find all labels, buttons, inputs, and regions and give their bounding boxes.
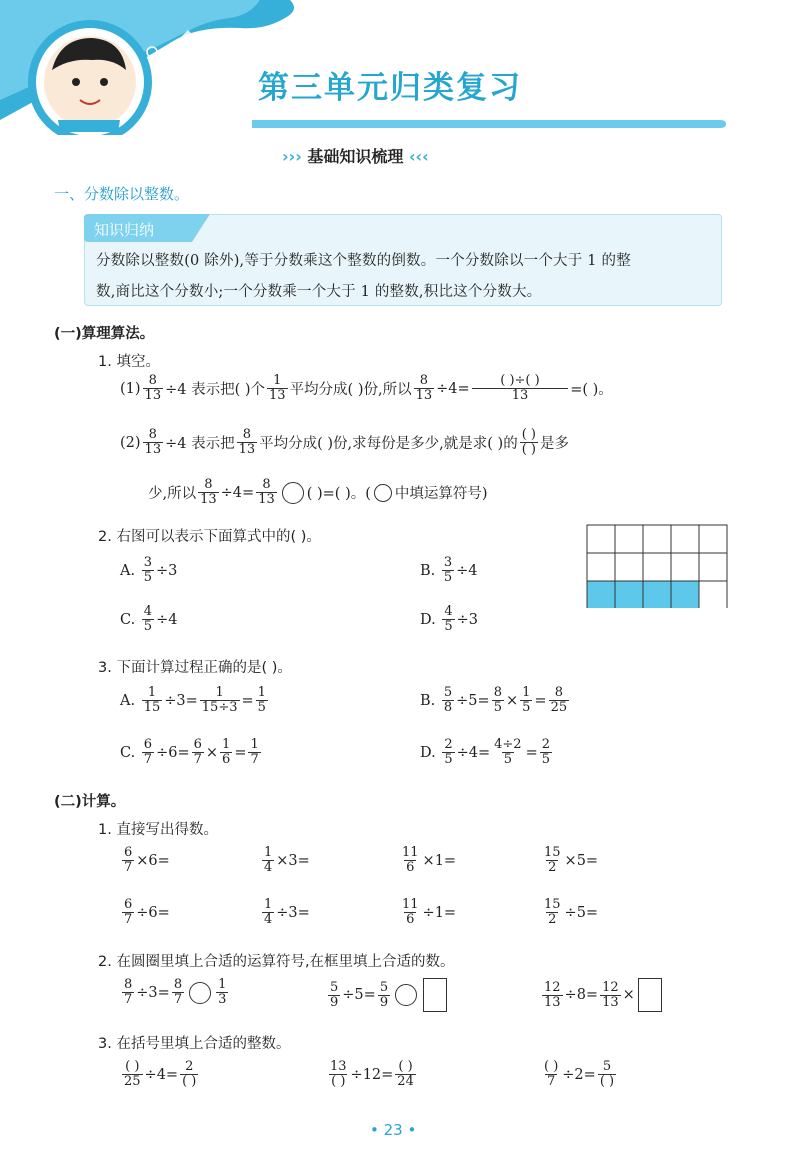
num: 2: [541, 737, 551, 752]
fraction: [442, 738, 454, 767]
fraction: [442, 556, 454, 585]
num: 11: [402, 897, 419, 912]
calc-item: [260, 846, 310, 875]
text: A.: [120, 692, 136, 709]
text: ÷4 表示把: [165, 436, 235, 452]
num: 1: [222, 737, 231, 752]
num: 6: [124, 845, 133, 860]
text: (1): [120, 380, 141, 397]
sec1-q3-option-c[interactable]: C. $\frac{6}{7}$ ÷6= $\frac{6}{7}$ × $\frac{1}{6}$ = $\frac{1}{7}$: [120, 737, 259, 767]
fraction: [180, 1060, 198, 1089]
sec1-q3-option-b[interactable]: B. $\frac{5}{8}$ ÷5= $\frac{8}{5}$ × $\frac{1}{5}$ = $\frac{8}{25}$: [420, 685, 568, 715]
text: ÷4: [156, 611, 178, 628]
den: 7: [124, 992, 133, 1007]
text: 是多: [539, 436, 569, 452]
den: 5: [257, 700, 266, 715]
text: ÷5=: [564, 904, 599, 921]
den: 13: [544, 994, 561, 1010]
grid-cell: [671, 525, 699, 553]
den: 2: [548, 912, 557, 927]
text: ÷4=: [436, 380, 470, 397]
num: 8: [148, 373, 157, 388]
sec2-heading: (二)计算。: [54, 794, 126, 810]
banner-label: 基础知识梳理: [307, 147, 404, 166]
fraction: [122, 978, 134, 1007]
grid-cell: [587, 581, 615, 608]
fraction: [395, 1060, 416, 1089]
den: 5: [541, 752, 551, 767]
den: 4: [264, 912, 273, 927]
knowledge-text: [96, 246, 712, 308]
grid-cell: [587, 553, 615, 581]
num: 6: [193, 737, 202, 752]
text: ÷3: [456, 611, 478, 628]
text: B.: [420, 692, 436, 709]
grid-cell: [615, 581, 643, 608]
fraction: [262, 846, 274, 875]
sec1-q1-line3: [148, 478, 488, 507]
num: 5: [602, 1059, 612, 1074]
den: 9: [330, 994, 339, 1010]
knowledge-line1: 分数除以整数(0 除外),等于分数乘这个整数的倒数。一个分数除以一个大于 1 的整: [96, 253, 631, 269]
den: 7: [124, 912, 133, 927]
den: 5: [443, 570, 453, 585]
den: 7: [143, 752, 153, 767]
fraction: [200, 686, 240, 715]
den: 15: [143, 700, 161, 715]
blank-item: [120, 1060, 200, 1089]
text: ÷12=: [350, 1066, 394, 1083]
sec1-q1-line1: [120, 374, 613, 403]
num: 1: [522, 685, 531, 700]
fraction: [542, 1060, 560, 1089]
fraction: [542, 846, 563, 875]
num: 1: [264, 845, 273, 860]
num: 1: [147, 685, 157, 700]
text: ÷5=: [342, 987, 376, 1003]
num[interactable]: ( ): [125, 1059, 140, 1074]
den: 24: [397, 1074, 414, 1089]
num: 6: [143, 737, 153, 752]
grid-cell: [699, 553, 727, 581]
fraction: [492, 738, 523, 767]
sec2-q3-stem: 3. 在括号里填上合适的整数。: [98, 1036, 291, 1052]
grid-cells: [587, 525, 727, 608]
num: 4: [143, 604, 153, 619]
part1-heading: 一、分数除以整数。: [54, 185, 190, 203]
den: 4: [264, 860, 273, 875]
den: 5: [444, 752, 453, 767]
text: ÷6=: [136, 904, 170, 921]
fraction: [328, 981, 340, 1010]
text: 中填运算符号): [394, 486, 488, 502]
sec1-q3-stem: 3. 下面计算过程正确的是( )。: [98, 660, 292, 676]
text: ÷8=: [564, 987, 599, 1003]
num: 8: [554, 685, 563, 700]
den: 13: [238, 442, 256, 457]
fraction: [143, 374, 164, 403]
fraction: [248, 738, 260, 767]
fraction: [256, 686, 268, 715]
den: 9: [379, 994, 389, 1010]
den: 25: [550, 700, 568, 715]
num: 15: [544, 897, 561, 912]
text: ÷1=: [422, 904, 457, 921]
fraction-grid-diagram: [586, 524, 728, 608]
den: 8: [443, 700, 453, 715]
fraction: [267, 374, 288, 403]
fraction: [192, 738, 204, 767]
den: 25: [124, 1074, 141, 1089]
fraction: [472, 374, 569, 403]
fraction: [216, 978, 228, 1007]
fraction: [542, 898, 563, 927]
sec1-q2-option-d[interactable]: [420, 605, 478, 634]
num[interactable]: ( ): [544, 1059, 559, 1074]
fraction: [540, 738, 552, 767]
sec2-q2-stem: 2. 在圆圈里填上合适的运算符号,在框里填上合适的数。: [98, 954, 455, 970]
den: 5: [503, 752, 512, 767]
fraction: [198, 478, 219, 507]
num: 2: [444, 737, 453, 752]
fraction: [378, 981, 390, 1010]
num: 4: [444, 604, 453, 619]
fill-item: [120, 978, 230, 1007]
calc-item: [540, 898, 598, 927]
den: 3: [218, 992, 227, 1007]
text: ÷4=: [220, 484, 255, 501]
sec1-q1-line2: [120, 428, 569, 457]
num: 2: [185, 1059, 194, 1074]
answer-box[interactable]: [638, 978, 662, 1012]
grid-cell: [671, 553, 699, 581]
text: =( )。: [570, 382, 613, 398]
num: 8: [493, 685, 502, 700]
calc-item: [120, 898, 170, 927]
fraction: [414, 374, 435, 403]
num: 1: [273, 373, 282, 388]
text: C.: [120, 611, 136, 628]
operator-circle[interactable]: [282, 482, 304, 504]
num[interactable]: ( ): [521, 427, 536, 442]
fraction: [256, 478, 277, 507]
fraction[interactable]: [520, 428, 538, 457]
operator-circle[interactable]: [395, 984, 417, 1006]
den: 13: [602, 994, 619, 1010]
num: 1: [264, 897, 273, 912]
den[interactable]: ( ): [331, 1074, 346, 1089]
fraction: [142, 605, 154, 634]
den: 13: [472, 388, 569, 403]
fraction: [442, 605, 454, 634]
sec1-q2-option-a[interactable]: [120, 556, 177, 585]
num[interactable]: ( )÷( ): [500, 373, 540, 388]
num: 5: [330, 979, 339, 995]
calc-item: [398, 846, 456, 875]
num: 8: [242, 427, 251, 442]
fill-item: [540, 978, 665, 1012]
fraction: [142, 686, 163, 715]
text: ×: [622, 987, 635, 1003]
text: C.: [120, 744, 136, 761]
num: 13: [330, 1059, 347, 1074]
arrows-left: ›››: [282, 147, 308, 166]
num: 8: [148, 427, 157, 442]
num: 1: [218, 977, 227, 992]
grid-cell: [699, 581, 727, 608]
fraction: [122, 1060, 143, 1089]
grid-cell: [699, 525, 727, 553]
section-banner: [282, 144, 429, 167]
text: (2): [120, 434, 141, 451]
grid-cell: [615, 525, 643, 553]
sec1-q2-option-b[interactable]: [420, 556, 478, 585]
page-number: • 23 •: [370, 1121, 417, 1139]
den: 7: [547, 1074, 556, 1089]
fraction: [598, 1060, 616, 1089]
fraction: [400, 846, 421, 875]
grid-cell: [587, 525, 615, 553]
num: 12: [602, 979, 619, 995]
fraction: [237, 428, 258, 457]
text: ÷3=: [136, 984, 170, 1001]
num: 1: [215, 685, 224, 700]
fraction: [122, 898, 134, 927]
den: 5: [143, 570, 152, 585]
grid-cell: [643, 581, 671, 608]
fraction: [220, 738, 232, 767]
fraction: [172, 978, 184, 1007]
text: 平均分成( )份,求每份是多少,就是求( )的: [259, 436, 518, 452]
num: 5: [379, 979, 389, 995]
num: 5: [443, 685, 453, 700]
den: 5: [493, 700, 502, 715]
den: 13: [144, 388, 162, 403]
fraction: [328, 1060, 349, 1089]
den: 13: [258, 492, 275, 507]
den[interactable]: ( ): [599, 1074, 615, 1089]
grid-cell: [643, 553, 671, 581]
fraction: [542, 981, 563, 1010]
den: 7: [124, 860, 133, 875]
fraction: [520, 686, 532, 715]
knowledge-line2: 数,商比这个分数小;一个分数乘一个大于 1 的整数,积比这个分数大。: [96, 284, 542, 300]
grid-cell: [615, 553, 643, 581]
num: 6: [124, 897, 133, 912]
fraction: [600, 981, 621, 1010]
sec1-q3-option-a[interactable]: A. $\frac{1}{15}$ ÷3= $\frac{1}{15\div 3}$ = $\frac{1}{5}$: [120, 685, 266, 715]
den: 6: [406, 860, 415, 875]
num: 4÷2: [494, 737, 522, 752]
text: ÷2=: [562, 1066, 596, 1083]
den: 15÷3: [201, 700, 238, 715]
text: ×1=: [422, 852, 457, 869]
text: D.: [420, 611, 436, 628]
den[interactable]: ( ): [182, 1074, 197, 1089]
den: 13: [200, 492, 217, 507]
answer-box[interactable]: [423, 978, 447, 1012]
den: 5: [522, 700, 531, 715]
operator-circle[interactable]: [189, 982, 211, 1004]
fraction: [142, 556, 154, 585]
knowledge-tag: 知识归纳: [94, 221, 155, 239]
grid-cell: [671, 581, 699, 608]
calc-item: [540, 846, 598, 875]
den: 5: [444, 619, 453, 634]
num: 12: [544, 979, 561, 995]
text: ÷3=: [276, 904, 310, 921]
den: 13: [269, 388, 286, 403]
calc-item: [260, 898, 310, 927]
fill-item: [326, 978, 450, 1012]
num: 8: [204, 477, 213, 492]
text: D.: [420, 744, 436, 761]
num: 11: [402, 845, 419, 860]
sec2-q1-stem: 1. 直接写出得数。: [98, 822, 218, 838]
num: 15: [544, 845, 561, 860]
fraction: [549, 686, 570, 715]
num: 8: [262, 477, 271, 492]
text: 少,所以: [148, 486, 197, 502]
text: 平均分成( )份,所以: [289, 382, 412, 398]
blank-item: [326, 1060, 418, 1089]
den: 7: [250, 752, 259, 767]
sec1-q2-option-c[interactable]: [120, 605, 177, 634]
grid-cell: [643, 525, 671, 553]
den: 2: [548, 860, 557, 875]
num: 3: [443, 555, 453, 570]
num: 1: [250, 737, 259, 752]
blank-item: [540, 1060, 618, 1089]
num: 8: [124, 977, 133, 992]
num: 1: [257, 685, 266, 700]
text: ÷4: [456, 562, 478, 579]
text: ×6=: [136, 852, 170, 869]
fraction: [143, 428, 164, 457]
text: ×5=: [564, 852, 599, 869]
sec1-q1-stem: 1. 填空。: [98, 354, 160, 370]
den: 7: [193, 752, 202, 767]
fraction: [142, 738, 154, 767]
page-title: 第三单元归类复习: [258, 70, 522, 106]
den: 13: [144, 442, 162, 457]
text: ×3=: [276, 852, 310, 869]
circle-icon: [374, 484, 392, 502]
fraction: [262, 898, 274, 927]
den: 13: [415, 388, 433, 403]
text: ÷4 表示把( )个: [165, 382, 266, 398]
fraction: [442, 686, 454, 715]
num: 8: [419, 373, 429, 388]
num[interactable]: ( ): [398, 1059, 413, 1074]
text: A.: [120, 562, 136, 579]
fraction: [492, 686, 504, 715]
den: 5: [143, 619, 153, 634]
fraction: [122, 846, 134, 875]
calc-item: [120, 846, 170, 875]
den: 7: [173, 992, 183, 1007]
num: 8: [173, 977, 183, 992]
text: B.: [420, 562, 436, 579]
text: ÷3: [155, 562, 178, 579]
den[interactable]: ( ): [521, 442, 536, 457]
den: 6: [406, 912, 415, 927]
calc-item: [398, 898, 456, 927]
text: ( )=( )。(: [306, 486, 371, 502]
text: ÷4=: [144, 1066, 179, 1083]
den: 6: [222, 752, 231, 767]
sec1-q2-stem: 2. 右图可以表示下面算式中的( )。: [98, 529, 321, 545]
arrows-right: ‹‹‹: [403, 147, 429, 166]
sec1-heading: (一)算理算法。: [54, 326, 155, 342]
num: 3: [143, 555, 152, 570]
sec1-q3-option-d[interactable]: D. $\frac{2}{5}$ ÷4= $\frac{4\div 2}{5}$ = $\frac{2}{5}$: [420, 737, 551, 767]
fraction: [400, 898, 421, 927]
